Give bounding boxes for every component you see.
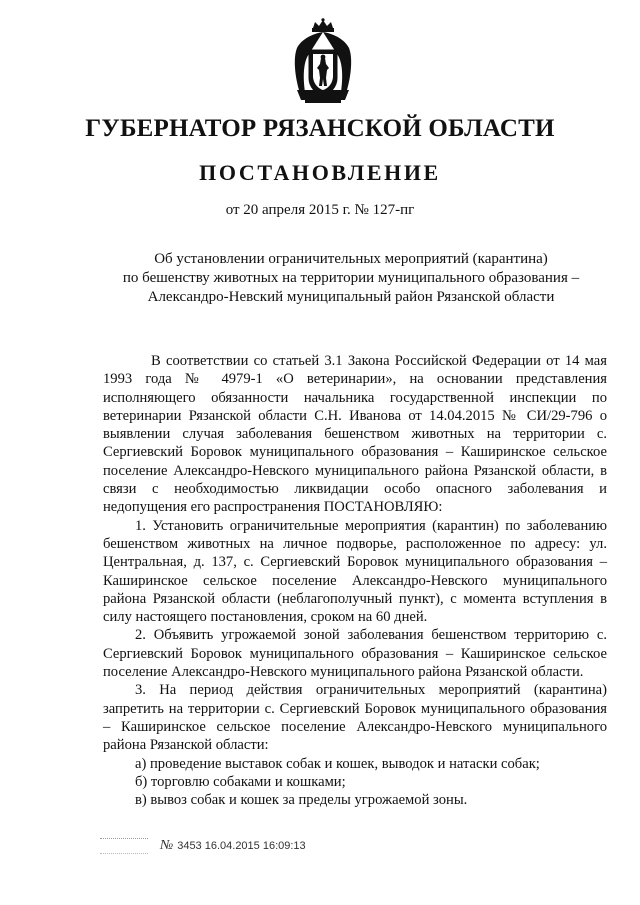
document-system-stamp-icon [100, 838, 148, 854]
registration-footer [100, 838, 306, 854]
document-body [103, 352, 607, 809]
subject-line: по бешенству животных на территории муниципального образования – [122, 270, 580, 286]
subpoint-b: б) торговлю собаками и кошками; [135, 773, 346, 790]
subject-line: Александро-Невский муниципальный район Рязанской области [147, 289, 555, 305]
document-date-number: от 20 апреля 2015 г. № 127-пг [225, 202, 415, 218]
org-title: ГУБЕРНАТОР РЯЗАНСКОЙ ОБЛАСТИ [85, 115, 555, 142]
number-sign: № [160, 838, 174, 853]
point-3-paragraph: 3. На период действия ограничительных мероприятий (карантина) запретить на территории с. Сергиевский Боровок муниципального образования – Каширинское сельское поселение Александро-Невского муниципального района Рязанской области: [103, 682, 607, 754]
registration-stamp-text: 3453 16.04.2015 16:09:13 [177, 840, 306, 852]
subpoint-c: в) вывоз собак и кошек за пределы угрожаемой зоны. [135, 792, 468, 809]
subpoint-a: а) проведение выставок собак и кошек, выводок и натаски собак; [135, 755, 540, 772]
document-type: ПОСТАНОВЛЕНИЕ [199, 160, 441, 185]
subject-line: Об установлении ограничительных мероприятий (карантина) [154, 251, 548, 267]
point-1-paragraph: 1. Установить ограничительные мероприятия (карантин) по заболеванию бешенством животных на личное подворье, расположенное по адресу: ул. Центральная, д. 137, с. Сергиевский Боровок муниципального образования – Каширинское сельское поселение Александро-Невского муниципального района Рязанской области (неблагополучный пункт), с момента вступления в силу настоящего постановления, сроком на 60 дней. [103, 517, 607, 626]
ryazan-coat-of-arms-icon [291, 18, 355, 104]
preamble-paragraph: В соответствии со статьей 3.1 Закона Российской Федерации от 14 мая 1993 года № 4979-1 «О ветеринарии», на основании представления исполняющего обязанности начальника государственной инспекции по ветеринарии Рязанской области С.Н. Иванова от 14.04.2015 № СИ/29-796 о выявлении случая заболевания бешенством животных на территории с. Сергиевский Боровок муниципального образования – Каширинское сельское поселение Александро-Невского муниципального района Рязанской области, в связи с необходимостью ликвидации особо опасного заболевания и недопущения его распространения ПОСТАНОВЛЯЮ: [103, 353, 607, 516]
point-2-paragraph: 2. Объявить угрожаемой зоной заболевания бешенством территорию с. Сергиевский Боровок муниципального образования – Каширинское сельское поселение Александро-Невского муниципального района Рязанской области. [103, 627, 607, 681]
document-subject [100, 250, 602, 307]
